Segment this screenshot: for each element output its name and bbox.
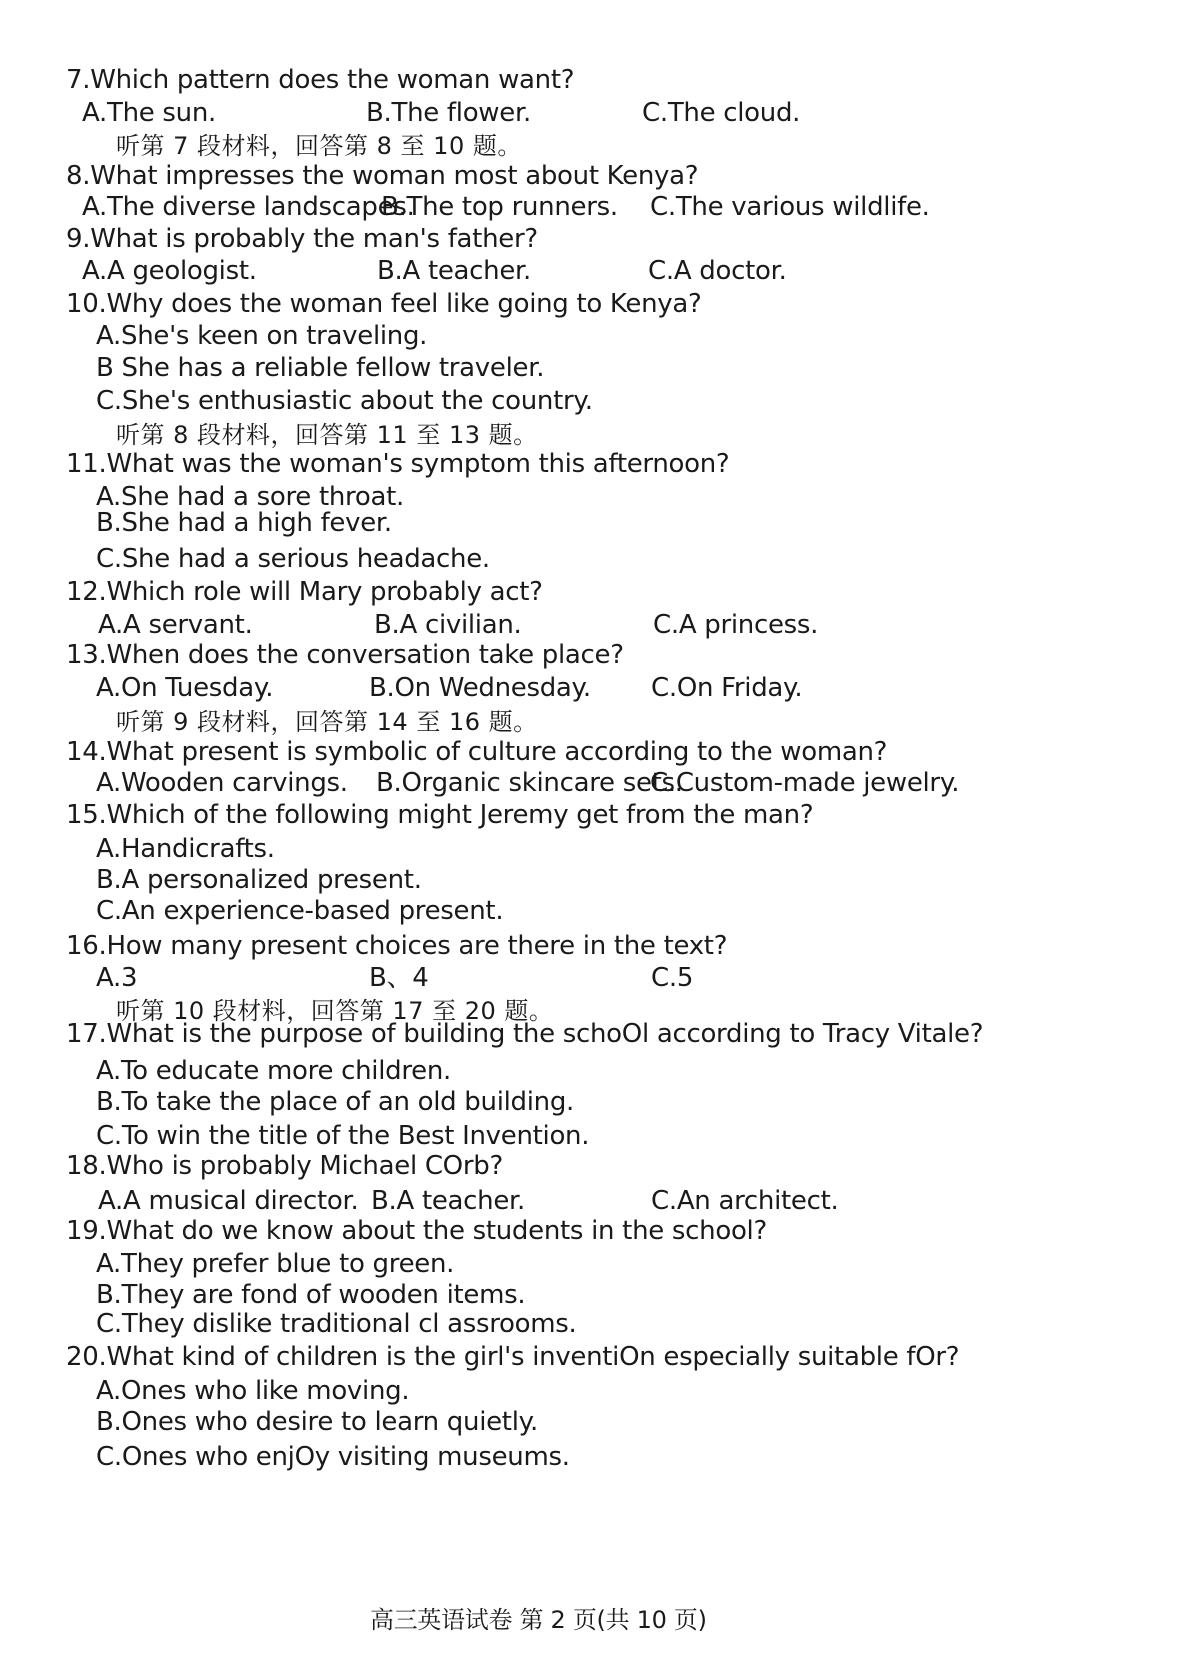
answer-option: C.A princess.	[653, 610, 819, 640]
answer-option: B.They are fond of wooden items.	[96, 1280, 526, 1310]
answer-option: C.Ones who enjOy visiting museums.	[96, 1442, 570, 1472]
answer-option: A.They prefer blue to green.	[96, 1249, 455, 1279]
answer-option: A.Wooden carvings.	[96, 768, 348, 798]
answer-option: C.They dislike traditional cl assrooms.	[96, 1309, 577, 1339]
question-stem: 13.When does the conversation take place?	[66, 640, 624, 670]
answer-option: B.The top runners.	[381, 192, 618, 222]
answer-option: B.To take the place of an old building.	[96, 1087, 575, 1117]
answer-option: A.A musical director.	[98, 1186, 359, 1216]
question-stem: 20.What kind of children is the girl's inventiOn especially suitable fOr?	[66, 1342, 960, 1372]
answer-option: B.The flower.	[366, 98, 531, 128]
answer-option: B.A teacher.	[371, 1186, 526, 1216]
question-stem: 15.Which of the following might Jeremy get from the man?	[66, 800, 814, 830]
section-instruction: 听第 8 段材料，回答第 11 至 13 题。	[116, 421, 538, 449]
question-stem: 14.What present is symbolic of culture according to the woman?	[66, 737, 888, 767]
answer-option: A.3	[96, 963, 138, 993]
answer-option: C.Custom-made jewelry.	[650, 768, 960, 798]
answer-option: B.A personalized present.	[96, 865, 422, 895]
question-stem: 17.What is the purpose of building the schoOl according to Tracy Vitale?	[66, 1019, 984, 1049]
answer-option: C.She's enthusiastic about the country.	[96, 386, 593, 416]
answer-option: C.A doctor.	[648, 256, 787, 286]
answer-option: C.She had a serious headache.	[96, 544, 490, 574]
answer-option: C.To win the title of the Best Invention.	[96, 1121, 590, 1151]
answer-option: A.Handicrafts.	[96, 834, 275, 864]
answer-option: C.The cloud.	[642, 98, 801, 128]
section-instruction: 听第 7 段材料，回答第 8 至 10 题。	[116, 132, 522, 160]
answer-option: B.On Wednesday.	[369, 673, 591, 703]
question-stem: 19.What do we know about the students in the school?	[66, 1216, 767, 1246]
question-stem: 16.How many present choices are there in the text?	[66, 931, 728, 961]
answer-option: C.5	[651, 963, 694, 993]
answer-option: C.The various wildlife.	[650, 192, 930, 222]
answer-option: A.Ones who like moving.	[96, 1376, 410, 1406]
answer-option: A.To educate more children.	[96, 1056, 451, 1086]
question-stem: 10.Why does the woman feel like going to Kenya?	[66, 289, 702, 319]
question-stem: 12.Which role will Mary probably act?	[66, 577, 543, 607]
answer-option: A.A servant.	[98, 610, 253, 640]
answer-option: B、4	[369, 963, 429, 993]
question-stem: 7.Which pattern does the woman want?	[66, 65, 575, 95]
answer-option: B.A teacher.	[377, 256, 532, 286]
answer-option: B She has a reliable fellow traveler.	[96, 353, 545, 383]
question-stem: 18.Who is probably Michael COrb?	[66, 1151, 503, 1181]
answer-option: B.Ones who desire to learn quietly.	[96, 1407, 538, 1437]
question-stem: 11.What was the woman's symptom this afternoon?	[66, 449, 730, 479]
answer-option: C.On Friday.	[651, 673, 803, 703]
question-stem: 9.What is probably the man's father?	[66, 224, 538, 254]
question-stem: 8.What impresses the woman most about Kenya?	[66, 161, 699, 191]
answer-option: A.A geologist.	[82, 256, 257, 286]
page-footer: 高三英语试卷 第 2 页(共 10 页)	[370, 1606, 707, 1634]
answer-option: A.The sun.	[82, 98, 216, 128]
answer-option: B.Organic skincare sets.	[376, 768, 683, 798]
answer-option: A.She had a sore throat.	[96, 482, 404, 512]
answer-option: B.She had a high fever.	[96, 508, 392, 538]
answer-option: A.The diverse landscapes.	[82, 192, 415, 222]
answer-option: A.On Tuesday.	[96, 673, 274, 703]
answer-option: C.An architect.	[651, 1186, 839, 1216]
answer-option: B.A civilian.	[374, 610, 522, 640]
answer-option: C.An experience-based present.	[96, 896, 504, 926]
answer-option: A.She's keen on traveling.	[96, 321, 428, 351]
section-instruction: 听第 9 段材料，回答第 14 至 16 题。	[116, 708, 538, 736]
section-instruction: 听第 10 段材料，回答第 17 至 20 题。	[116, 997, 554, 1025]
